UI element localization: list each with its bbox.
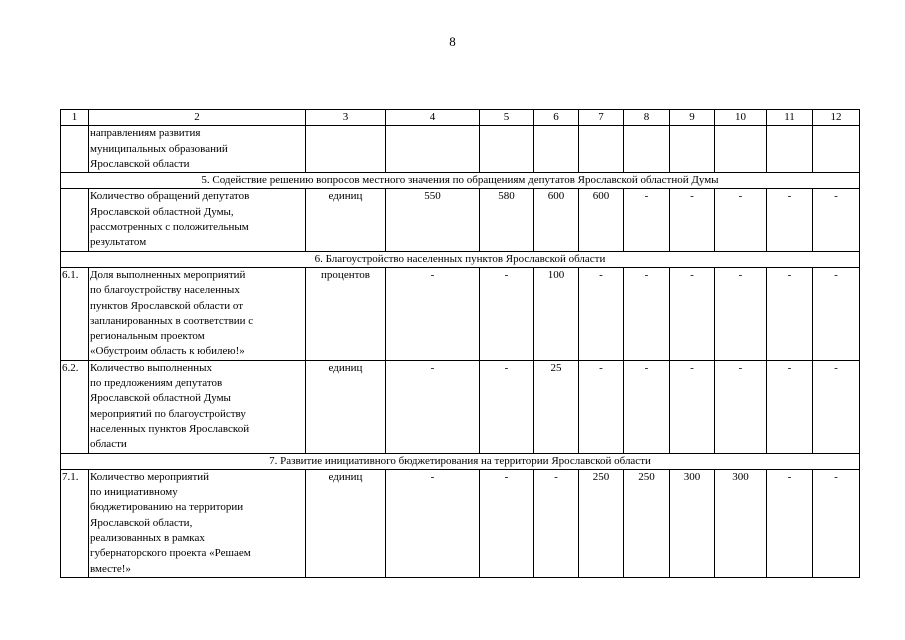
indicator-name-line: области	[90, 438, 127, 451]
value-cell: 300	[670, 469, 715, 577]
section-row	[61, 173, 860, 189]
indicator-name-line: по предложениям депутатов	[90, 377, 223, 390]
value-cell	[579, 126, 624, 173]
indicator-name-line: мероприятий по благоустройству	[90, 407, 246, 420]
value-cell: -	[480, 360, 534, 453]
header-row	[61, 110, 860, 126]
indicators-table	[60, 109, 860, 578]
indicator-name-line: направлениям развития	[90, 127, 201, 140]
unit-cell	[306, 126, 386, 173]
table-body	[61, 110, 860, 578]
value-cell: -	[813, 267, 860, 360]
value-cell: -	[386, 267, 480, 360]
value-cell: -	[534, 469, 579, 577]
indicator-name-line: Количество выполненных	[90, 361, 213, 374]
indicator-name-line: губернаторского проекта «Решаем	[90, 547, 251, 560]
table-row	[61, 469, 860, 577]
indicator-name	[89, 469, 306, 577]
value-cell: -	[624, 267, 670, 360]
indicator-name-line: Доля выполненных мероприятий	[90, 268, 246, 281]
value-cell: 300	[715, 469, 767, 577]
value-cell	[624, 126, 670, 173]
row-number	[61, 126, 89, 173]
value-cell: -	[813, 360, 860, 453]
value-cell: -	[670, 267, 715, 360]
indicator-name-line: результатом	[90, 236, 147, 249]
header-cell-12: 12	[813, 110, 860, 126]
indicator-name-line: рассмотренных с положительным	[90, 221, 249, 234]
indicator-name-line: Количество мероприятий	[90, 470, 210, 483]
value-cell	[534, 126, 579, 173]
indicator-name	[89, 126, 306, 173]
section-row	[61, 453, 860, 469]
section-title: 7. Развитие инициативного бюджетирования на территории Ярославской области	[61, 453, 860, 469]
indicator-name-line: Ярославской областной Думы,	[90, 205, 234, 218]
header-cell-10: 10	[715, 110, 767, 126]
indicator-name-line: Ярославской области	[90, 157, 190, 170]
indicator-name-line: пунктов Ярославской области от	[90, 299, 244, 312]
header-cell-4: 4	[386, 110, 480, 126]
indicator-name-line: реализованных в рамках	[90, 532, 205, 545]
indicator-name-line: запланированных в соответствии с	[90, 314, 254, 327]
value-cell: -	[715, 189, 767, 251]
value-cell: -	[715, 360, 767, 453]
value-cell	[480, 126, 534, 173]
indicator-name-line: по инициативному	[90, 486, 178, 499]
header-cell-11: 11	[767, 110, 813, 126]
value-cell: -	[813, 469, 860, 577]
header-cell-3: 3	[306, 110, 386, 126]
value-cell: -	[480, 267, 534, 360]
indicator-name-line: населенных пунктов Ярославской	[90, 422, 250, 435]
value-cell: -	[670, 360, 715, 453]
value-cell: -	[579, 267, 624, 360]
table-row	[61, 189, 860, 251]
unit-cell: единиц	[306, 189, 386, 251]
row-number: 6.1.	[61, 267, 89, 360]
indicator-name-line: Ярославской области,	[90, 516, 193, 529]
header-cell-9: 9	[670, 110, 715, 126]
page-number: 8	[449, 34, 456, 49]
section-row	[61, 251, 860, 267]
value-cell: -	[767, 189, 813, 251]
value-cell: -	[386, 360, 480, 453]
value-cell	[813, 126, 860, 173]
value-cell: -	[715, 267, 767, 360]
value-cell: -	[767, 267, 813, 360]
indicator-name-line: Ярославской областной Думы	[90, 392, 231, 405]
header-cell-8: 8	[624, 110, 670, 126]
value-cell	[767, 126, 813, 173]
indicator-name-line: бюджетированию на территории	[90, 501, 244, 514]
section-title: 6. Благоустройство населенных пунктов Ярославской области	[61, 251, 860, 267]
value-cell: 550	[386, 189, 480, 251]
table-row	[61, 267, 860, 360]
indicator-name-line: по благоустройству населенных	[90, 284, 240, 297]
header-cell-6: 6	[534, 110, 579, 126]
indicator-name-line: региональным проектом	[90, 330, 205, 343]
value-cell	[670, 126, 715, 173]
row-number	[61, 189, 89, 251]
indicator-name-line: «Обустроим область к юбилею!»	[90, 345, 245, 358]
header-cell-7: 7	[579, 110, 624, 126]
header-cell-1: 1	[61, 110, 89, 126]
value-cell: -	[670, 189, 715, 251]
value-cell: 100	[534, 267, 579, 360]
indicator-name	[89, 360, 306, 453]
row-number: 6.2.	[61, 360, 89, 453]
value-cell: -	[813, 189, 860, 251]
unit-cell: единиц	[306, 469, 386, 577]
indicator-name-line: вместе!»	[90, 562, 131, 575]
value-cell: 25	[534, 360, 579, 453]
value-cell: -	[579, 360, 624, 453]
value-cell: -	[624, 189, 670, 251]
value-cell: 600	[579, 189, 624, 251]
table-row	[61, 360, 860, 453]
indicator-name	[89, 267, 306, 360]
header-cell-5: 5	[480, 110, 534, 126]
indicator-name	[89, 189, 306, 251]
indicator-name-line: муниципальных образований	[90, 142, 228, 155]
value-cell: 250	[579, 469, 624, 577]
value-cell	[715, 126, 767, 173]
value-cell: -	[480, 469, 534, 577]
header-cell-2: 2	[89, 110, 306, 126]
value-cell: -	[767, 360, 813, 453]
unit-cell: единиц	[306, 360, 386, 453]
table-row	[61, 126, 860, 173]
value-cell	[386, 126, 480, 173]
value-cell: 600	[534, 189, 579, 251]
value-cell: 580	[480, 189, 534, 251]
row-number: 7.1.	[61, 469, 89, 577]
indicator-name-line: Количество обращений депутатов	[90, 190, 250, 203]
value-cell: -	[386, 469, 480, 577]
value-cell: 250	[624, 469, 670, 577]
value-cell: -	[624, 360, 670, 453]
section-title: 5. Содействие решению вопросов местного значения по обращениям депутатов Ярославской областной Думы	[61, 173, 860, 189]
unit-cell: процентов	[306, 267, 386, 360]
value-cell: -	[767, 469, 813, 577]
